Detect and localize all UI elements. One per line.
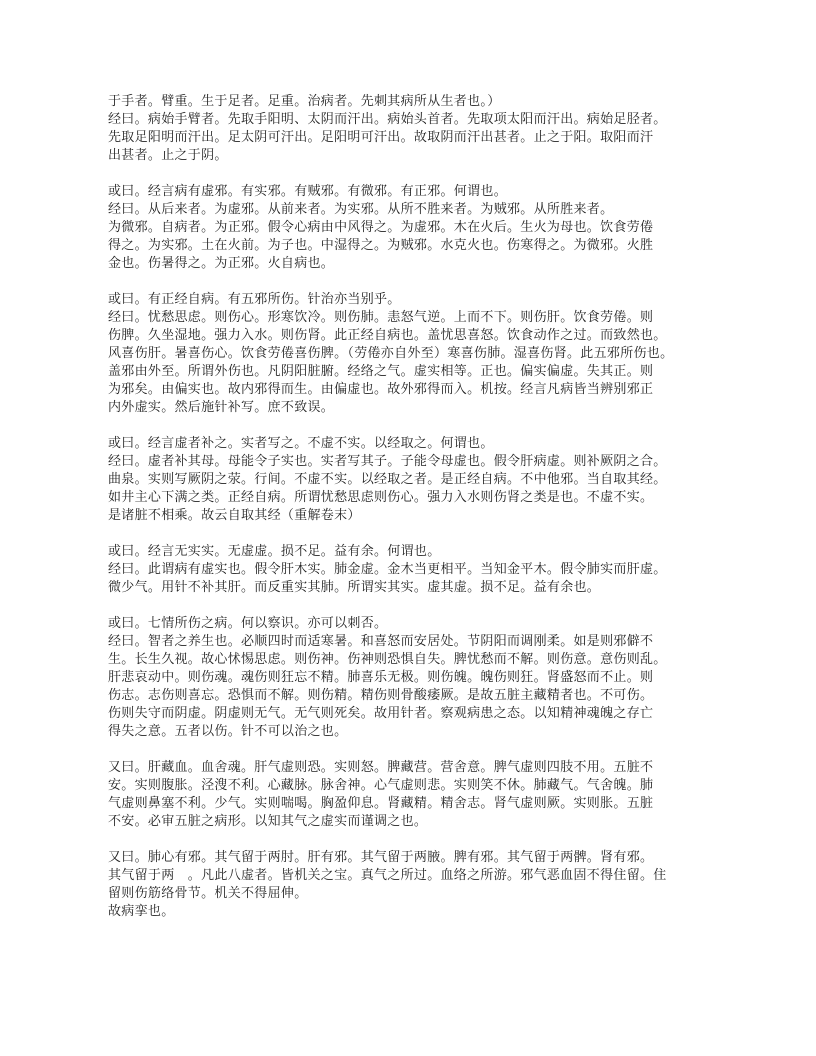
text-line: 经曰。忧愁思虑。则伤心。形寒饮冷。则伤肺。恚怒气逆。上而不下。则伤肝。饮食劳倦。则: [108, 310, 654, 325]
text-paragraph: [108, 615, 720, 741]
text-line: 伤志。志伤则喜忘。恐惧而不解。则伤精。精伤则骨酸痿厥。是故五脏主藏精者也。不可伤。: [108, 688, 654, 703]
text-line: 得之。为实邪。土在火前。为子也。中湿得之。为贼邪。水克火也。伤寒得之。为微邪。火胜: [108, 238, 654, 253]
text-line: 是诸脏不相乘。故云自取其经（重解卷末）: [108, 508, 361, 523]
text-line: 盖邪由外至。所谓外伤也。凡阴阳脏腑。经络之气。虚实相等。正也。偏实偏虚。失其正。则: [108, 364, 654, 379]
text-line: 安。实则腹胀。泾溲不利。心藏脉。脉舍神。心气虚则悲。实则笑不休。肺藏气。气舍魄。肺: [108, 778, 654, 793]
paragraph-gap: [108, 417, 720, 435]
text-line: 或曰。有正经自病。有五邪所伤。针治亦当别乎。: [108, 292, 401, 307]
paragraph-gap: [108, 273, 720, 291]
paragraph-gap: [108, 525, 720, 543]
text-paragraph: [108, 291, 720, 417]
text-line: 如井主心下满之类。正经自病。所谓忧愁思虑则伤心。强力入水则伤肾之类是也。不虚不实。: [108, 490, 654, 505]
text-line: 或曰。七情所伤之病。何以察识。亦可以刺否。: [108, 616, 388, 631]
text-line: 得失之意。五者以伤。针不可以治之也。: [108, 724, 348, 739]
text-line: 伤则失守而阴虚。阴虚则无气。无气则死矣。故用针者。察观病患之态。以知精神魂魄之存亡: [108, 706, 654, 721]
text-paragraph: [108, 849, 720, 921]
paragraph-gap: [108, 597, 720, 615]
text-line: 先取足阳明而汗出。足太阴可汗出。足阳明可汗出。故取阴而汗出甚者。止之于阳。取阳而汗: [108, 130, 654, 145]
paragraph-gap: [108, 741, 720, 759]
text-line: 经曰。此谓病有虚实也。假令肝木实。肺金虚。金木当更相平。当知金平木。假令肺实而肝虚。: [108, 562, 667, 577]
text-line: 曲泉。实则写厥阴之荥。行间。不虚不实。以经取之者。是正经自病。不中他邪。当自取其经。: [108, 472, 667, 487]
text-line: 金也。伤暑得之。为正邪。火自病也。: [108, 256, 335, 271]
text-line: 为微邪。自病者。为正邪。假令心病由中风得之。为虚邪。木在火后。生火为母也。饮食劳倦: [108, 220, 654, 235]
text-line: 微少气。用针不补其肝。而反重实其肺。所谓实其实。虚其虚。损不足。益有余也。: [108, 580, 601, 595]
text-line: 又曰。肺心有邪。其气留于两肘。肝有邪。其气留于两腋。脾有邪。其气留于两髀。肾有邪。: [108, 850, 654, 865]
text-line: 内外虚实。然后施针补写。庶不致误。: [108, 400, 335, 415]
text-line: 其气留于两 。凡此八虚者。皆机关之宝。真气之所过。血络之所游。邪气恶血固不得住留。住: [108, 868, 667, 883]
text-paragraph: [108, 759, 720, 831]
text-line: 不安。必审五脏之病形。以知其气之虚实而谨调之也。: [108, 814, 428, 829]
text-line: 故病挛也。: [108, 904, 175, 919]
text-line: 或曰。经言病有虚邪。有实邪。有贼邪。有微邪。有正邪。何谓也。: [108, 184, 508, 199]
text-line: 或曰。经言虚者补之。实者写之。不虚不实。以经取之。何谓也。: [108, 436, 494, 451]
text-line: 留则伤筋络骨节。机关不得屈伸。: [108, 886, 308, 901]
text-line: 为邪矣。由偏实也。故内邪得而生。由偏虚也。故外邪得而入。机按。经言凡病皆当辨别邪正: [108, 382, 654, 397]
text-line: 或曰。经言无实实。无虚虚。损不足。益有余。何谓也。: [108, 544, 441, 559]
text-paragraph: [108, 93, 720, 165]
text-line: 又曰。肝藏血。血舍魂。肝气虚则恐。实则怒。脾藏营。营舍意。脾气虚则四肢不用。五脏不: [108, 760, 654, 775]
text-line: 气虚则鼻塞不利。少气。实则喘喝。胸盈仰息。肾藏精。精舍志。肾气虚则厥。实则胀。五脏: [108, 796, 654, 811]
text-line: 伤脾。久坐湿地。强力入水。则伤肾。此正经自病也。盖忧思喜怒。饮食动作之过。而致然也。: [108, 328, 667, 343]
text-line: 经曰。虚者补其母。母能令子实也。实者写其子。子能令母虚也。假令肝病虚。则补厥阴之合。: [108, 454, 667, 469]
paragraph-gap: [108, 831, 720, 849]
text-line: 肝悲哀动中。则伤魂。魂伤则狂忘不精。肺喜乐无极。则伤魄。魄伤则狂。肾盛怒而不止。则: [108, 670, 654, 685]
document-page: [108, 93, 720, 921]
text-paragraph: [108, 183, 720, 273]
text-line: 经曰。从后来者。为虚邪。从前来者。为实邪。从所不胜来者。为贼邪。从所胜来者。: [108, 202, 614, 217]
text-line: 经曰。病始手臂者。先取手阳明、太阴而汗出。病始头首者。先取项太阳而汗出。病始足胫者。: [108, 112, 667, 127]
text-line: 生。长生久视。故心怵惕思虑。则伤神。伤神则恐惧自失。脾忧愁而不解。则伤意。意伤则乱。: [108, 652, 667, 667]
text-paragraph: [108, 435, 720, 525]
text-line: 于手者。臂重。生于足者。足重。治病者。先刺其病所从生者也。）: [108, 94, 501, 109]
text-line: 出甚者。止之于阴。: [108, 148, 228, 163]
text-line: 风喜伤肝。暑喜伤心。饮食劳倦喜伤脾。（劳倦亦自外至）寒喜伤肺。湿喜伤肾。此五邪所伤也。: [108, 346, 674, 361]
text-paragraph: [108, 543, 720, 597]
paragraph-gap: [108, 165, 720, 183]
text-line: 经曰。智者之养生也。必顺四时而适寒暑。和喜怒而安居处。节阴阳而调刚柔。如是则邪僻不: [108, 634, 654, 649]
